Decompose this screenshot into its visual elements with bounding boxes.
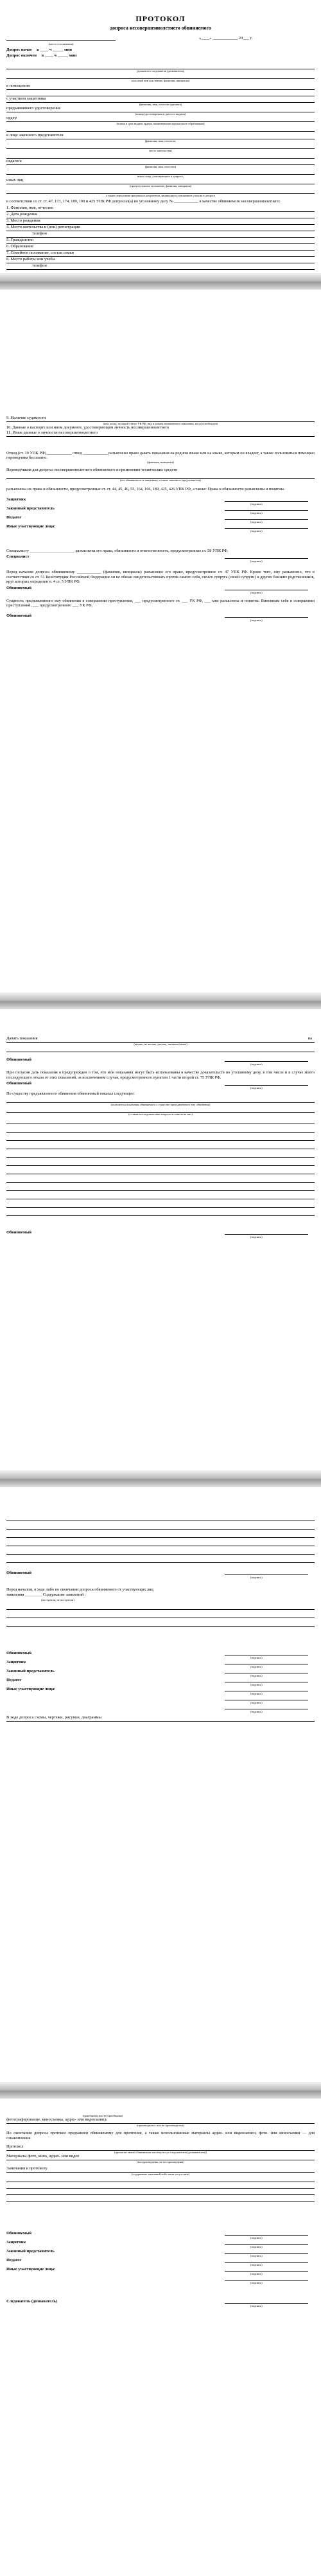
blank-line [6, 1116, 315, 1124]
blank-line [6, 1133, 315, 1141]
blank-line [6, 1183, 315, 1191]
sign-other: Иные участвующие лица: [6, 524, 56, 529]
page-divider [0, 2082, 321, 2099]
blank-line [6, 1538, 315, 1546]
protocol-label: Протокол [6, 2144, 24, 2149]
signature-caption: (подпись) [250, 2281, 263, 2284]
caption-details-2: (а также последовательно вопросы и ответы на них) [128, 1112, 193, 1116]
attachments-text: В ходе допроса схемы, чертежи, рисунки, диаграммы [6, 1715, 101, 1720]
caption-record: (кем, когда, по какой статье УК РФ, вид и размер назначенного наказания, когда освобожден) [103, 422, 218, 425]
field-family: 7. Семейное положение, состав семьи [6, 250, 74, 255]
specialist-text: Специалисту ______________________ разъяснены его права, обязанности и ответственность, предусмотренные ст. 58 УПК РФ. [6, 548, 229, 553]
sign-teacher: Педагог [6, 1677, 22, 1682]
caption-defender: (фамилия, имя, отчество адвоката) [139, 103, 182, 106]
signature-caption: (подпись) [250, 520, 263, 524]
sign-other: Иные участвующие лица: [6, 1686, 56, 1691]
signature-caption: (подпись) [250, 511, 263, 515]
blank-line [6, 1191, 315, 1199]
familiar-text: По окончании допроса протокол предъявлен обвиняемому для прочтения, а также использованные материалы аудио- или видеозаписи, фото- или киносъемки — для ознакомления. [6, 2131, 315, 2140]
sign-accused-2: Обвиняемый [6, 1081, 31, 1086]
essence-text: Сущность предъявленного ему обвинения в совершении преступления, ___ предусмотренного ст. ___ УК РФ, ___ мне разъяснена и понятна. Виновным себя в совершении преступлений, ___ предусмотренного ___ УК РФ, [6, 598, 315, 608]
sign-defender: Защитник [6, 1659, 26, 1664]
document-subtitle: допроса несовершеннолетнего обвиняемого [110, 25, 211, 31]
field-birth-date: 2. Дата рождения [6, 211, 38, 216]
photos-text: фотографирование, киносъемка, аудио- или видеозапись [6, 2117, 107, 2122]
sign-other: Иные участвующие лица: [6, 2267, 56, 2272]
caption-material: (воспроизведены, не воспроизведены) [137, 2160, 184, 2164]
field-residence: 4. Место жительства и (или) регистрации [6, 224, 80, 229]
sign-accused-3: Обвиняемый [6, 1230, 31, 1235]
page-divider [0, 1470, 321, 1487]
signature-caption: (подпись) [250, 502, 263, 506]
signature-caption: (подпись) [250, 2254, 263, 2257]
signature-caption: (подпись) [250, 1709, 263, 1713]
blank-line [6, 1555, 315, 1563]
caption-officer-name: классный чин или звание, фамилия, инициалы) [131, 79, 190, 82]
start-value: в ____ ч _____ мин [37, 48, 72, 52]
sign-accused: Обвиняемый [6, 585, 31, 590]
signature-caption: (подпись) [250, 529, 263, 533]
signature-caption: (подпись) [250, 1673, 263, 1677]
caption-translator: (фамилия, инициалы) [147, 460, 174, 464]
field-education: 6. Образование [6, 243, 34, 249]
field-criminal-record: 9. Наличие судимости [6, 416, 46, 420]
caption-protocol: (прочитан лично обвиняемым или ему вслух следователем (дознавателем)) [114, 2151, 207, 2154]
signature-caption: (подпись) [250, 2272, 263, 2275]
before-end-text: Перед началом, в ходе либо по окончании допроса обвиняемого от участвующих лиц [6, 1587, 153, 1592]
blank-line [6, 1546, 315, 1555]
caption-remarks: (содержание замечаний либо на их отсутствие) [131, 2173, 190, 2176]
sign-accused-2: Обвиняемый [6, 1650, 31, 1655]
rights-text: разъяснены их права и обязанности, предусмотренные ст. ст. 44, 45, 46, 55, 164, 166, 189, 425, 426 УПК РФ, а также: Права и обязанности разъяснены и понятны. [6, 487, 285, 491]
substance-text: По существу предъявленного обвинения обвиняемый показал следующее: [6, 1091, 135, 1096]
sign-accused: Обвиняемый [6, 2231, 31, 2236]
place-caption: (место составления) [48, 42, 74, 46]
sign-defender: Защитник [6, 497, 26, 502]
blank-line [6, 1199, 315, 1208]
sign-specialist: Специалист [6, 554, 30, 559]
caption-teacher: (фамилия, имя, отчество) [144, 165, 177, 168]
warning-text: При согласии дать показания я предупрежден о том, что мои показания могут быть использованы в качестве доказательств по уголовному делу, в том числе и в случае моего последующего отказа от этих показаний, за исключением случая, предусмотренного пунктом 1 части второй ст. 75 УПК РФ. [6, 1070, 315, 1080]
sign-defender: Защитник [6, 2240, 26, 2245]
page-1 [0, 0, 321, 273]
defender-label: с участием защитника [6, 96, 46, 101]
page-divider [0, 273, 321, 290]
signature-caption: (подпись) [250, 1682, 263, 1686]
sign-accused: Обвиняемый [6, 1057, 31, 1062]
signature-caption: (подпись) [250, 2304, 263, 2307]
testimony-suffix: на [308, 1036, 312, 1041]
blank-line [6, 1610, 315, 1618]
blank-line [6, 1618, 315, 1627]
signature-caption: (подпись) [250, 2245, 263, 2248]
blank-line [6, 1601, 315, 1610]
statements-text: заявления ________ Содержание заявлений : [6, 1592, 86, 1597]
field-phone: телефон [32, 231, 47, 236]
signature-caption: (подпись) [250, 2236, 263, 2239]
sign-investigator: Следователь (дознаватель) [6, 2299, 58, 2304]
signature-caption: (подпись) [250, 1576, 263, 1579]
field-full-name: 1. Фамилия, имя, отчество [6, 205, 54, 210]
order-label: ордер [6, 116, 17, 120]
testimony-prefix: Давать показания [6, 1036, 38, 1041]
caption-rep-2: место жительства) [149, 149, 172, 152]
signature-caption: (подпись) [250, 1086, 263, 1090]
blank-line [6, 1166, 315, 1174]
page-2 [0, 290, 321, 992]
blank-line [6, 1513, 315, 1521]
page-divider [0, 992, 321, 1009]
caption-other-2: (процессуальное положение, фамилия, инициалы) [129, 184, 192, 188]
signature-caption: (подпись) [250, 1655, 263, 1659]
signature-caption: (подпись) [250, 1700, 263, 1704]
caption-other-3: а также перед ними оригиналов документов, являющихся основанием участия в допросе [105, 194, 216, 197]
blank-line [6, 1141, 315, 1149]
blank-line [6, 1174, 315, 1183]
field-passport: 10. Данные о паспорте или ином документе, удостоверяющем личность несовершеннолетнего [6, 425, 169, 430]
sign-teacher: Педагог [6, 515, 22, 520]
field-citizenship: 5. Гражданство [6, 237, 34, 242]
signature-caption: (подпись) [250, 590, 263, 594]
blank-line [6, 1124, 315, 1133]
caption-statements: (поступили, не поступили) [41, 1598, 74, 1601]
field-birth-place: 3. Место рождения [6, 218, 40, 223]
caption-officer-rank: (должность следователя (дознавателя), [136, 69, 185, 73]
caption-order: (номер и дата выдачи ордера, наименование адвокатского образования) [116, 122, 205, 125]
caption-rep: (фамилия, имя, отчество, [144, 139, 177, 143]
sign-legal-rep: Законный представитель [6, 1668, 55, 1673]
signature-caption: (подпись) [250, 1235, 263, 1239]
signature-caption: (подпись) [250, 1691, 263, 1695]
legal-rep-label: в лице законного представителя [6, 133, 64, 137]
blank-line [6, 1530, 315, 1538]
in-room-label: в помещении [6, 84, 30, 88]
field-work-phone: телефон [32, 263, 47, 268]
signature-caption: (подпись) [250, 560, 263, 563]
caption-photos: (производилась или не производилась) [136, 2124, 185, 2127]
signature-caption: (подпись) [250, 618, 263, 622]
start-label: Допрос начат [6, 48, 32, 52]
material-label: Материалы фото, кино, аудио- или видео [6, 2154, 80, 2158]
field-other-data: 11. Иные данные о личности несовершеннолетнего [6, 430, 98, 435]
blank-line [6, 1521, 315, 1530]
sign-legal-rep: Законный представитель [6, 506, 55, 511]
blank-line [6, 1208, 315, 1216]
sign-accused: Обвиняемый [6, 1571, 31, 1575]
page-4 [0, 1487, 321, 2082]
intro-paragraph: в соответствии со ст. ст. 47, 173, 174, 189, 190 и 425 УПК РФ допросил(а) по уголовному делу № ____________ в качестве обвиняемого несовершеннолетнего: [6, 199, 281, 204]
page-5 [0, 2099, 321, 2576]
caption-attached: (приобщены или не приобщены) [82, 2114, 123, 2117]
other-persons-label: иных лиц [6, 178, 24, 182]
field-work: 8. Место работы или учебы [6, 256, 56, 261]
blank-line [6, 1149, 315, 1158]
blank-line [6, 1158, 315, 1166]
signature-caption: (подпись) [250, 1063, 263, 1066]
cert-label: предъявившего удостоверение [6, 106, 61, 110]
caption-cert: (номер удостоверения и дата его выдачи) [135, 112, 186, 116]
end-label: Допрос окончен [6, 53, 37, 58]
sign-legal-rep: Законный представитель [6, 2249, 55, 2254]
page-3 [0, 1009, 321, 1470]
teacher-label: педагога [6, 159, 22, 163]
caption-tech: (его обвиняемого и защитника, а также законного представителя) [120, 479, 201, 482]
sign-teacher: Педагог [6, 2258, 22, 2263]
caption-other: иного лица, участвующего в допросе, [137, 175, 184, 178]
caption-details: (излагаются показания обвиняемого о существе предъявленного ему обвинения) [110, 1102, 211, 1106]
document-title: ПРОТОКОЛ [135, 14, 186, 23]
signature-caption: (подпись) [250, 2263, 263, 2266]
date-template: «____» ____________ 20___ г. [199, 36, 253, 40]
end-value: в ____ ч _____ мин [41, 53, 77, 58]
signature-caption: (подпись) [250, 1664, 263, 1668]
caption-language: (желаю, не желаю, указать, на каком языке) [134, 1043, 187, 1046]
translator-text: Переводчиком для допроса несовершеннолетнего обвиняемого в применении технических средств [6, 467, 177, 472]
before-start-text: Перед началом допроса обвиняемому ____________ (фамилия, инициалы) разъяснено его право, предусмотренное ст. 47 УПК РФ. Кроме того, ему разъяснено, что в соответствии со ст. 51 Конституции Российской Федерации он не обязан свидетельствовать против самого себя, своего супруга (своей супруги) и других близких родственников, круг которых определен п. 4 ст. 5 УПК РФ. [6, 570, 315, 584]
rights-intro: Отвод (ст. 19 УПК РФ) ____________ отвод ____________ разъяснено право давать показания на родном языке или на языке, которым он владеет, а также пользоваться помощью переводчика бесплатно. [6, 450, 315, 460]
sign-accused-2: Обвиняемый [6, 613, 31, 618]
remarks-label: Замечания к протоколу [6, 2166, 48, 2171]
